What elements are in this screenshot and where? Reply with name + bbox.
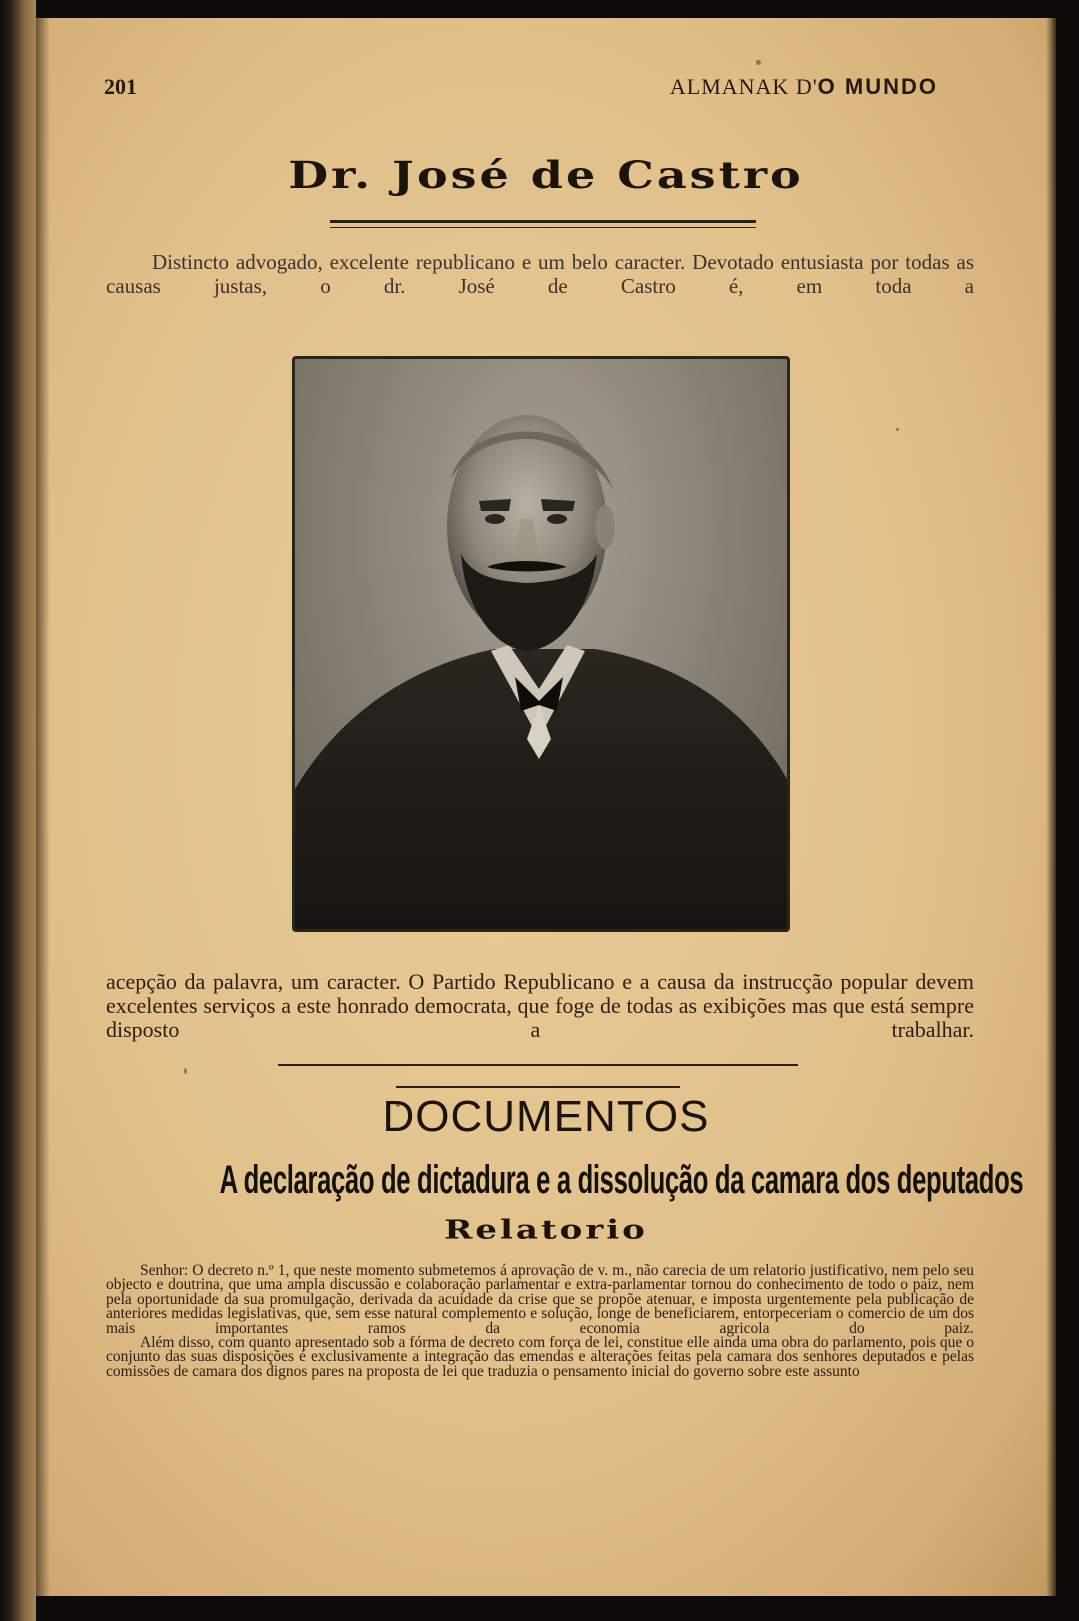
biography-intro: Distincto advogado, excelente republicano e um belo caracter. Devotado entusiasta por todas as causas justas, o dr. José de Castro é, em toda a [106, 250, 974, 298]
biography-title: Dr. José de Castro [288, 152, 804, 198]
running-head-prefix: ALMANAK D' [669, 74, 818, 99]
paper-speck [896, 428, 899, 431]
page-spine-shadow [36, 18, 50, 1596]
document-body [106, 1264, 974, 1379]
running-head-brand: O MUNDO [817, 74, 938, 99]
biography-continued [106, 970, 974, 1042]
left-eyebrow [479, 499, 511, 511]
left-eye [485, 514, 505, 524]
title-rule [330, 220, 756, 228]
biography-continued-text: acepção da palavra, um caracter. O Partido Republicano e a causa da instrucção popular devem excelentes serviços a este honrado democrata, que foge de todas as exibições mas que está sempre disposto a trabalhar. [106, 969, 974, 1042]
portrait-photo [292, 356, 790, 932]
portrait-illustration [295, 359, 787, 929]
ear-shape [595, 505, 615, 549]
right-eye [547, 514, 567, 524]
documents-subheadline: Relatorio [444, 1214, 648, 1246]
page-number: 201 [104, 74, 137, 99]
paper-speck [756, 60, 761, 65]
right-eyebrow [541, 499, 575, 511]
section-rule-bottom [396, 1086, 680, 1088]
page-edge-shadow [1046, 18, 1056, 1596]
running-head [670, 74, 938, 100]
documents-headline: A declaração de dictadura e a dissolução da camara dos deputados [219, 1158, 1024, 1202]
document-paragraph-2: Além disso, com quanto apresentado sob a fórma de decreto com força de lei, constitue elle ainda uma obra do parlamento, pois que o conjunto das suas disposições é exclusivamente a integração das emendas e alterações feitas pela camara dos senhores deputados e pelas comissões de camara dos dignos pares na proposta de lei que traduzia o pensamento inicial do governo sobre este assunto [106, 1334, 974, 1380]
documents-title: DOCUMENTOS [382, 1092, 710, 1141]
document-paragraph-1: Senhor: O decreto n.º 1, que neste momento submetemos á aprovação de v. m., não carecia de um relatorio justificativo, nem pelo seu objecto e doutrina, que uma ampla discussão e colaboração parlamentar e extra-parlamentar tornou do conhecimento de todo o paiz, nem pela oportunidade da sua promulgação, derivada da acuidade da crise que se propõe atenuar, e imposta urgentemente pela publicação de anteriores medidas legislativas, que, sem esse natural complemento e solução, longe de beneficiarem, entorpeceriam o comercio de um dos mais importantes ramos da economia agricola do paiz. [106, 1262, 974, 1337]
book-gutter [0, 0, 36, 1621]
section-rule-top [278, 1064, 798, 1066]
paper-speck [184, 1068, 187, 1074]
